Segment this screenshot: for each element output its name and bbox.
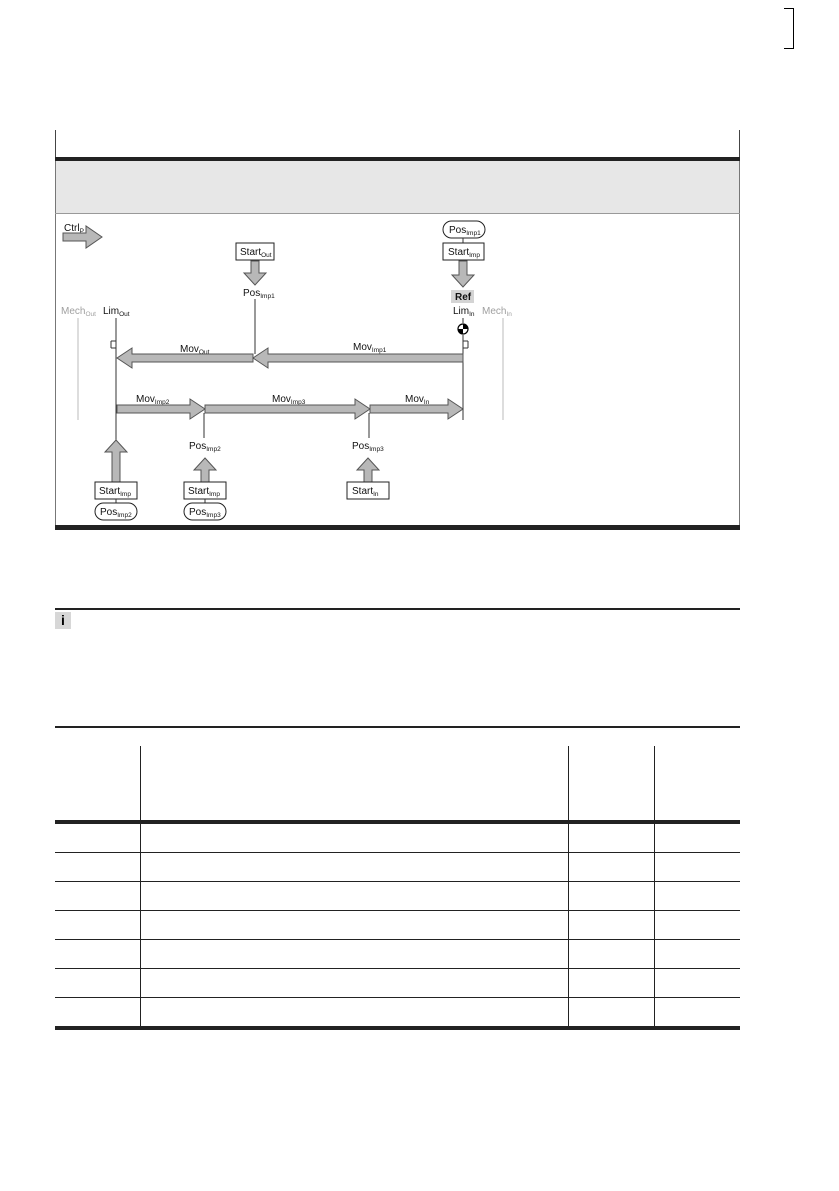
table-header-row	[55, 746, 740, 822]
mov-out-label: Mov$_{Out}$	[180, 344, 210, 356]
table-cell	[55, 882, 140, 911]
start-out-down-arrow-icon	[244, 261, 266, 285]
table-row	[55, 853, 740, 882]
table-row	[55, 940, 740, 969]
table-header-cell	[55, 746, 140, 822]
mech-out-label: Mech$_{Out}$	[61, 306, 96, 318]
table-cell	[55, 969, 140, 998]
ctrl-legend	[63, 223, 102, 248]
start-imp-box-a	[95, 482, 137, 499]
mech-in-marker	[482, 306, 512, 420]
svg-text:PosImp2: Pos$_{Imp2}$	[100, 507, 132, 519]
table-cell	[140, 853, 568, 882]
table-cell	[140, 882, 568, 911]
reference-point-icon	[458, 324, 468, 334]
table-row	[55, 822, 740, 853]
pos-imp1-mid-label: Pos$_{Imp1}$	[243, 288, 275, 300]
start-in-box	[347, 482, 389, 499]
info-note-rule	[55, 608, 740, 610]
lim-out-label: Lim$_{Out}$	[103, 306, 130, 318]
parameter-table	[55, 746, 740, 1030]
lim-out-marker	[103, 306, 130, 440]
table-cell	[568, 998, 654, 1029]
start-imp-box-top	[443, 243, 484, 260]
start-imp-box-b	[184, 482, 226, 499]
lim-in-marker	[453, 306, 475, 420]
info-icon: i	[55, 612, 71, 629]
svg-text:StartIn: Start$_{In}$	[352, 486, 379, 498]
table-cell	[568, 853, 654, 882]
table-cell	[55, 998, 140, 1029]
table-cell	[654, 911, 740, 940]
table-cell	[568, 882, 654, 911]
svg-text:PosImp1: Pos$_{Imp1}$	[449, 225, 481, 237]
table-cell	[140, 911, 568, 940]
start-imp-down-arrow-icon	[452, 261, 474, 287]
table-cell	[140, 969, 568, 998]
lim-out-bracket-icon	[111, 341, 116, 348]
svg-text:Ref: Ref	[455, 292, 472, 303]
table-cell	[140, 940, 568, 969]
mech-out-marker	[61, 306, 96, 420]
start-imp-up-arrow-icon-b	[194, 458, 216, 482]
table-cell	[568, 940, 654, 969]
table-header-cell	[140, 746, 568, 822]
table-cell	[654, 853, 740, 882]
table-cell	[568, 822, 654, 853]
lim-in-label: Lim$_{In}$	[453, 306, 475, 318]
mech-in-label: Mech$_{In}$	[482, 306, 512, 318]
table-row	[55, 882, 740, 911]
mov-imp1-label: Mov$_{Imp1}$	[353, 342, 387, 354]
table-header-cell	[568, 746, 654, 822]
table-row	[55, 969, 740, 998]
table-row	[55, 998, 740, 1029]
table-cell	[654, 969, 740, 998]
svg-text:PosImp3: Pos$_{Imp3}$	[189, 507, 221, 519]
table-cell	[55, 940, 140, 969]
table-cell	[654, 940, 740, 969]
table-cell	[654, 822, 740, 853]
svg-text:StartImp: Start$_{Imp}$	[99, 486, 131, 498]
table-cell	[55, 853, 140, 882]
table-cell	[568, 969, 654, 998]
pos-imp2-oval	[95, 503, 137, 520]
pos-imp3-label: Pos$_{Imp3}$	[352, 441, 384, 453]
table-cell	[654, 882, 740, 911]
table-title-rule	[55, 726, 740, 728]
start-in-up-arrow-icon	[357, 458, 379, 482]
pos-imp2-label: Pos$_{Imp2}$	[189, 441, 221, 453]
mov-imp2-label: Mov$_{Imp2}$	[136, 394, 170, 406]
ctrl-label: Ctrl$_P$	[64, 223, 84, 235]
table-row	[55, 911, 740, 940]
svg-text:StartImp: Start$_{Imp}$	[448, 247, 480, 259]
table-cell	[140, 998, 568, 1029]
mov-imp3-label: Mov$_{Imp3}$	[272, 394, 306, 406]
mov-in-label: Mov$_{In}$	[405, 394, 430, 406]
table-header-cell	[654, 746, 740, 822]
table-cell	[140, 822, 568, 853]
start-imp-up-arrow-icon-a	[105, 440, 127, 482]
table-cell	[55, 911, 140, 940]
table-cell	[568, 911, 654, 940]
lim-in-bracket-icon	[463, 341, 468, 348]
table-cell	[55, 822, 140, 853]
start-out-box	[236, 243, 274, 260]
pos-imp1-oval	[443, 221, 485, 238]
table-cell	[654, 998, 740, 1029]
pos-imp3-oval	[184, 503, 226, 520]
svg-text:StartOut: Start$_{Out}$	[240, 247, 272, 259]
ref-badge	[451, 290, 474, 303]
svg-text:StartImp: Start$_{Imp}$	[188, 486, 220, 498]
